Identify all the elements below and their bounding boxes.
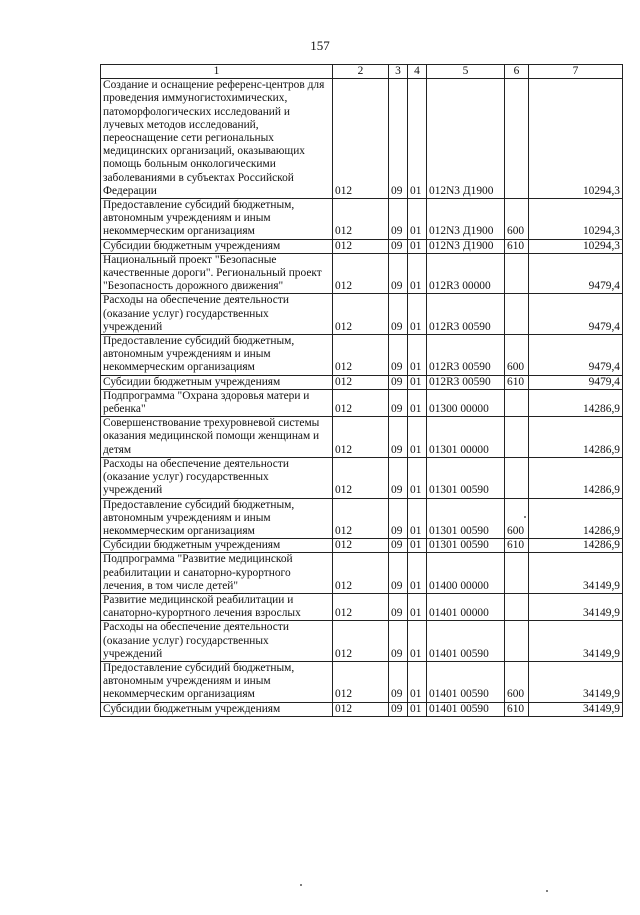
table-row [101, 79, 623, 199]
amount: 14286,9 [529, 457, 623, 498]
expense-type-code [505, 253, 529, 294]
subsection-code: 01 [408, 199, 427, 240]
target-article-code: 01400 00000 [427, 553, 505, 594]
amount: 34149,9 [529, 593, 623, 620]
table-header-row [101, 65, 623, 79]
table-row [101, 239, 623, 253]
target-article-code: 01301 00590 [427, 498, 505, 539]
item-name: Предоставление субсидий бюджетным, автономным учреждениям и иным некоммерческим организациям [101, 661, 333, 702]
item-name: Совершенствование трехуровневой системы оказания медицинской помощи женщинам и детям [101, 417, 333, 458]
amount: 9479,4 [529, 294, 623, 335]
subsection-code: 01 [408, 375, 427, 389]
amount: 14286,9 [529, 498, 623, 539]
item-name: Подпрограмма "Развитие медицинской реабилитации и санаторно-курортного лечения, в том числе детей" [101, 553, 333, 594]
amount: 34149,9 [529, 621, 623, 662]
expense-type-code [505, 294, 529, 335]
amount: 9479,4 [529, 375, 623, 389]
subsection-code: 01 [408, 702, 427, 716]
ministry-code: 012 [333, 294, 389, 335]
target-article-code: 01301 00000 [427, 417, 505, 458]
ministry-code: 012 [333, 79, 389, 199]
subsection-code: 01 [408, 335, 427, 376]
subsection-code: 01 [408, 539, 427, 553]
expense-type-code: 600 [505, 199, 529, 240]
ministry-code: 012 [333, 702, 389, 716]
amount: 14286,9 [529, 417, 623, 458]
item-name: Субсидии бюджетным учреждениям [101, 375, 333, 389]
target-article-code: 012R3 00590 [427, 294, 505, 335]
section-code: 09 [389, 621, 408, 662]
target-article-code: 012R3 00590 [427, 375, 505, 389]
scan-speck [524, 516, 526, 518]
item-name: Субсидии бюджетным учреждениям [101, 239, 333, 253]
subsection-code: 01 [408, 457, 427, 498]
amount: 9479,4 [529, 335, 623, 376]
amount: 14286,9 [529, 389, 623, 416]
expense-type-code [505, 389, 529, 416]
table-row [101, 417, 623, 458]
ministry-code: 012 [333, 553, 389, 594]
section-code: 09 [389, 239, 408, 253]
amount: 10294,3 [529, 79, 623, 199]
item-name: Подпрограмма "Охрана здоровья матери и ребенка" [101, 389, 333, 416]
ministry-code: 012 [333, 253, 389, 294]
ministry-code: 012 [333, 375, 389, 389]
scan-speck [546, 890, 548, 892]
subsection-code: 01 [408, 239, 427, 253]
section-code: 09 [389, 199, 408, 240]
table-row [101, 294, 623, 335]
section-code: 09 [389, 661, 408, 702]
ministry-code: 012 [333, 498, 389, 539]
section-code: 09 [389, 702, 408, 716]
item-name: Создание и оснащение референс-центров для проведения иммуногистохимических, патоморфологических исследований и лучевых методов исследований, переоснащение сети региональных медицинских организаций, оказывающих помощь больным онкологическими заболеваниями в субъектах Российской Федерации [101, 79, 333, 199]
section-code: 09 [389, 498, 408, 539]
subsection-code: 01 [408, 593, 427, 620]
target-article-code: 01301 00590 [427, 539, 505, 553]
subsection-code: 01 [408, 661, 427, 702]
table-row [101, 253, 623, 294]
item-name: Предоставление субсидий бюджетным, автономным учреждениям и иным некоммерческим организациям [101, 498, 333, 539]
section-code: 09 [389, 389, 408, 416]
header-col-6: 6 [505, 65, 529, 79]
subsection-code: 01 [408, 553, 427, 594]
section-code: 09 [389, 593, 408, 620]
target-article-code: 01401 00590 [427, 702, 505, 716]
expense-type-code: 600 [505, 498, 529, 539]
section-code: 09 [389, 539, 408, 553]
table-row [101, 389, 623, 416]
target-article-code: 01401 00590 [427, 661, 505, 702]
expense-type-code: 610 [505, 375, 529, 389]
ministry-code: 012 [333, 417, 389, 458]
ministry-code: 012 [333, 621, 389, 662]
table-row [101, 335, 623, 376]
target-article-code: 012N3 Д1900 [427, 239, 505, 253]
header-col-3: 3 [389, 65, 408, 79]
section-code: 09 [389, 457, 408, 498]
table-row [101, 553, 623, 594]
ministry-code: 012 [333, 457, 389, 498]
table-row [101, 593, 623, 620]
item-name: Субсидии бюджетным учреждениям [101, 539, 333, 553]
item-name: Предоставление субсидий бюджетным, автономным учреждениям и иным некоммерческим организациям [101, 199, 333, 240]
item-name: Расходы на обеспечение деятельности (оказание услуг) государственных учреждений [101, 457, 333, 498]
table-row [101, 661, 623, 702]
amount: 9479,4 [529, 253, 623, 294]
expense-type-code: 610 [505, 539, 529, 553]
item-name: Развитие медицинской реабилитации и санаторно-курортного лечения взрослых [101, 593, 333, 620]
item-name: Расходы на обеспечение деятельности (оказание услуг) государственных учреждений [101, 294, 333, 335]
scan-speck [300, 884, 302, 886]
section-code: 09 [389, 417, 408, 458]
subsection-code: 01 [408, 621, 427, 662]
expense-type-code [505, 553, 529, 594]
ministry-code: 012 [333, 593, 389, 620]
expense-type-code: 610 [505, 702, 529, 716]
target-article-code: 01301 00590 [427, 457, 505, 498]
target-article-code: 012R3 00000 [427, 253, 505, 294]
target-article-code: 012N3 Д1900 [427, 199, 505, 240]
table-body [101, 79, 623, 717]
target-article-code: 012N3 Д1900 [427, 79, 505, 199]
header-col-7: 7 [529, 65, 623, 79]
page-number: 157 [310, 38, 330, 53]
subsection-code: 01 [408, 253, 427, 294]
subsection-code: 01 [408, 498, 427, 539]
ministry-code: 012 [333, 661, 389, 702]
table-row [101, 539, 623, 553]
ministry-code: 012 [333, 239, 389, 253]
table-row [101, 375, 623, 389]
expense-type-code: 600 [505, 661, 529, 702]
ministry-code: 012 [333, 335, 389, 376]
header-col-2: 2 [333, 65, 389, 79]
expense-type-code [505, 593, 529, 620]
header-col-5: 5 [427, 65, 505, 79]
item-name: Национальный проект "Безопасные качественные дороги". Региональный проект "Безопасность дорожного движения" [101, 253, 333, 294]
subsection-code: 01 [408, 417, 427, 458]
target-article-code: 012R3 00590 [427, 335, 505, 376]
target-article-code: 01300 00000 [427, 389, 505, 416]
target-article-code: 01401 00590 [427, 621, 505, 662]
item-name: Предоставление субсидий бюджетным, автономным учреждениям и иным некоммерческим организациям [101, 335, 333, 376]
amount: 10294,3 [529, 199, 623, 240]
amount: 10294,3 [529, 239, 623, 253]
amount: 34149,9 [529, 702, 623, 716]
section-code: 09 [389, 294, 408, 335]
ministry-code: 012 [333, 199, 389, 240]
table-row [101, 457, 623, 498]
item-name: Субсидии бюджетным учреждениям [101, 702, 333, 716]
expense-type-code [505, 457, 529, 498]
section-code: 09 [389, 79, 408, 199]
budget-table [100, 64, 623, 717]
expense-type-code: 610 [505, 239, 529, 253]
amount: 34149,9 [529, 661, 623, 702]
section-code: 09 [389, 253, 408, 294]
section-code: 09 [389, 553, 408, 594]
header-col-4: 4 [408, 65, 427, 79]
amount: 34149,9 [529, 553, 623, 594]
ministry-code: 012 [333, 389, 389, 416]
expense-type-code [505, 417, 529, 458]
table-row [101, 199, 623, 240]
item-name: Расходы на обеспечение деятельности (оказание услуг) государственных учреждений [101, 621, 333, 662]
target-article-code: 01401 00000 [427, 593, 505, 620]
section-code: 09 [389, 335, 408, 376]
header-col-1: 1 [101, 65, 333, 79]
amount: 14286,9 [529, 539, 623, 553]
expense-type-code [505, 621, 529, 662]
expense-type-code [505, 79, 529, 199]
subsection-code: 01 [408, 389, 427, 416]
table-row [101, 621, 623, 662]
subsection-code: 01 [408, 79, 427, 199]
subsection-code: 01 [408, 294, 427, 335]
table-row [101, 702, 623, 716]
expense-type-code: 600 [505, 335, 529, 376]
section-code: 09 [389, 375, 408, 389]
ministry-code: 012 [333, 539, 389, 553]
table-row [101, 498, 623, 539]
